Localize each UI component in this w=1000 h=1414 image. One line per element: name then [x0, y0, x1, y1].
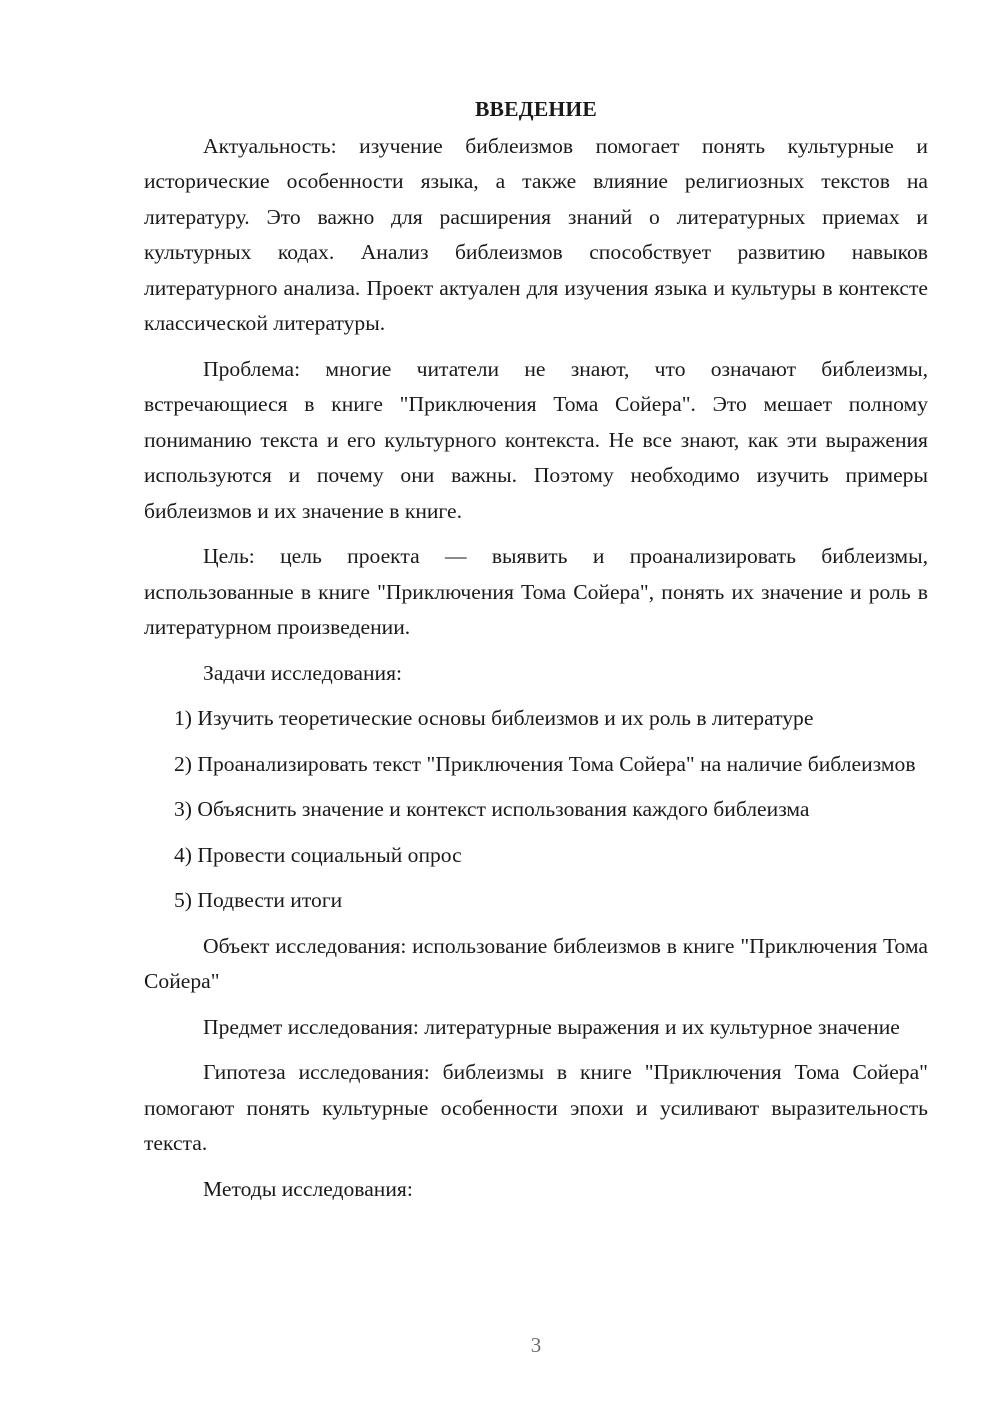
task-item-1: 1) Изучить теоретические основы библеизмов и их роль в литературе [174, 706, 814, 730]
task-item-2: 2) Проанализировать текст "Приключения Тома Сойера" на наличие библеизмов [174, 751, 916, 776]
paragraph-object: Объект исследования: использование библеизмов в книге "Приключения Тома Сойера" [144, 933, 928, 993]
page-number: 3 [530, 1333, 542, 1357]
paragraph-methods-heading: Методы исследования: [203, 1176, 413, 1201]
paragraph-problem: Проблема: многие читатели не знают, что означают библеизмы, встречающиеся в книге "Приключения Тома Сойера". Это мешает полному пониманию текста и его культурного контекста. Не все знают, как эти выражения используются и почему они важны. Поэтому необходимо изучить примеры библеизмов и их значение в книге. [144, 356, 928, 523]
page-content [144, 92, 928, 1217]
paragraph-hypothesis: Гипотеза исследования: библеизмы в книге "Приключения Тома Сойера" помогают понять культурные особенности эпохи и усиливают выразительность текста. [144, 1060, 928, 1155]
task-item-4: 4) Провести социальный опрос [174, 842, 462, 867]
task-item-5: 5) Подвести итоги [174, 888, 343, 912]
paragraph-goal: Цель: цель проекта — выявить и проанализировать библеизмы, использованные в книге "Приключения Тома Сойера", понять их значение и роль в литературном произведении. [144, 544, 928, 639]
task-item-3: 3) Объяснить значение и контекст использования каждого библеизма [174, 797, 810, 821]
paragraph-relevance: Актуальность: изучение библеизмов помогает понять культурные и исторические особенности языка, а также влияние религиозных текстов на литературу. Это важно для расширения знаний о литературных приемах и культурных кодах. Анализ библеизмов способствует развитию навыков литературного анализа. Проект актуален для изучения языка и культуры в контексте классической литературы. [144, 133, 928, 335]
paragraph-subject: Предмет исследования: литературные выражения и их культурное значение [203, 1014, 900, 1039]
paragraph-tasks-heading: Задачи исследования: [203, 660, 403, 685]
page-title: ВВЕДЕНИЕ [474, 97, 598, 121]
